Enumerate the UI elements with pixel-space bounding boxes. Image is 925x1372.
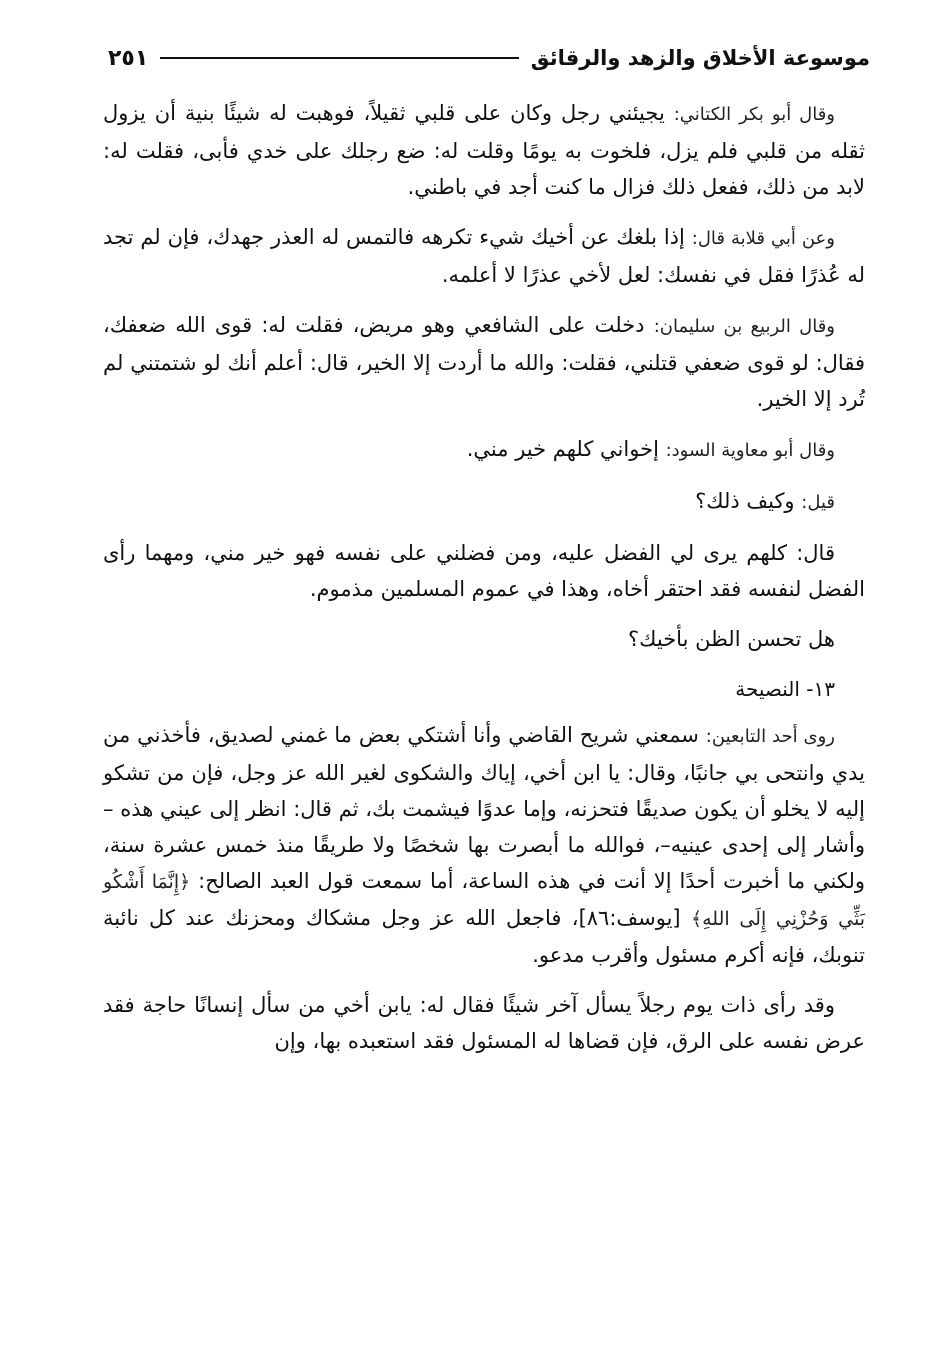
paragraph-nasiha: [103, 717, 865, 973]
page-body: [103, 95, 865, 1073]
paragraph-asking: [103, 987, 865, 1059]
speaker-lead: وقال أبو بكر الكتاني:: [673, 104, 836, 125]
paragraph-text: [يوسف:٨٦]، فاجعل الله عز وجل مشكاك ومحزنك عند كل نائبة تنوبك، فإنه أكرم مسئول وأقرب مدعو.: [103, 906, 865, 967]
running-header: [108, 38, 870, 78]
paragraph-text: هل تحسن الظن بأخيك؟: [628, 627, 835, 651]
paragraph-kattani: [103, 95, 865, 205]
speaker-lead: وعن أبي قلابة قال:: [691, 228, 835, 249]
paragraph-text: سمعني شريح القاضي وأنا أشتكي بعض ما غمني لصديق، فأخذني من يدي وانتحى بي جانبًا، وقال: يا ابن أخي، إياك والشكوى لغير الله عز وجل، فإن من تشكو إليه لا يخلو أن يكون صديقًا فتحزنه، وإما عدوًا فيشمت بك، ثم قال: انظر إلى عيني هذه –وأشار إلى إحدى عينيه–، فوالله ما أبصرت بها شخصًا ولا طريقًا منذ خمس عشرة سنة، ولكني ما أخبرت أحدًا إلا أنت في هذه الساعة، أما سمعت قول العبد الصالح:: [103, 723, 865, 893]
book-title: موسوعة الأخلاق والزهد والرقائق: [530, 46, 870, 70]
paragraph-text: إذا بلغك عن أخيك شيء تكرهه فالتمس له العذر جهدك، فإن لم تجد له عُذرًا فقل في نفسك: لعل لأخي عذرًا لا أعلمه.: [103, 225, 865, 287]
paragraph-abu-muawiya: [103, 431, 865, 469]
section-heading: ١٣- النصيحة: [735, 677, 835, 701]
paragraph-text: إخواني كلهم خير مني.: [466, 437, 666, 461]
speaker-lead: روى أحد التابعين:: [705, 726, 835, 747]
paragraph-text: دخلت على الشافعي وهو مريض، فقلت له: قوى الله ضعفك، فقال: لو قوى ضعفي قتلني، فقلت: والله ما أردت إلا الخير، قال: أعلم أنك لو شتمتني لم تُرد إلا الخير.: [103, 313, 865, 411]
speaker-lead: وقال الربيع بن سليمان:: [653, 316, 835, 337]
paragraph-rabi: [103, 307, 865, 417]
paragraph-text: وقد رأى ذات يوم رجلاً يسأل آخر شيئًا فقال له: يابن أخي من سأل إنسانًا حاجة فقد عرض نفسه على الرق، فإن قضاها له المسئول فقد استعبده بها، وإن: [103, 993, 865, 1053]
paragraph-text: يجيئني رجل وكان على قلبي ثقيلاً، فوهبت له شيئًا بنية أن يزول ثقله من قلبي فلم يزل، فلخوت به يومًا وقلت له: ضع رجلك على خدي فأبى، فقلت له: لابد من ذلك، ففعل ذلك فزال ما كنت أجد في باطني.: [103, 101, 865, 199]
paragraph-abu-qilaba: [103, 219, 865, 293]
quran-verse: ﴿إِنَّمَا أَشْكُو بَثِّي وَحُزْنِي إِلَى اللهِ﴾: [103, 871, 865, 930]
paragraph-question: [103, 483, 865, 521]
header-rule: [160, 57, 518, 59]
speaker-lead: وقال أبو معاوية السود:: [665, 440, 835, 461]
paragraph-good-opinion: [103, 621, 865, 657]
page-number: ٢٥١: [108, 45, 149, 71]
paragraph-text: وكيف ذلك؟: [695, 489, 802, 513]
paragraph-answer: [103, 535, 865, 607]
speaker-lead: قيل:: [801, 492, 835, 513]
paragraph-text: قال: كلهم يرى لي الفضل عليه، ومن فضلني على نفسه فهو خير مني، ومهما رأى الفضل لنفسه فقد احتقر أخاه، وهذا في عموم المسلمين مذموم.: [103, 541, 865, 601]
